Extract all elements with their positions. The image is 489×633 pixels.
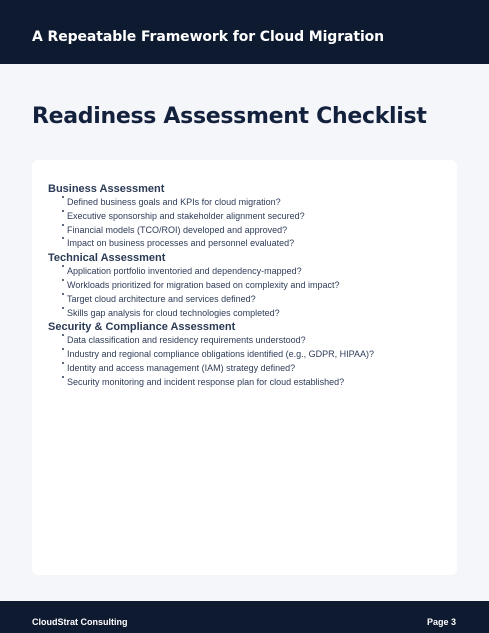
checklist-item-text: Industry and regional compliance obligations identified (e.g., GDPR, HIPAA)? xyxy=(67,349,374,360)
checklist-item-text: Security monitoring and incident response plan for cloud established? xyxy=(67,376,345,387)
page-number: Page 3 xyxy=(426,617,456,627)
section-business-assessment xyxy=(48,182,447,251)
checklist-item xyxy=(48,307,447,321)
bullet-icon xyxy=(62,210,64,212)
bullet-icon xyxy=(62,265,64,267)
checklist-item-text: Target cloud architecture and services defined? xyxy=(67,293,256,304)
checklist-item-text: Executive sponsorship and stakeholder alignment secured? xyxy=(67,210,305,221)
checklist-item xyxy=(48,210,447,224)
document-title: A Repeatable Framework for Cloud Migration xyxy=(32,29,385,45)
page-title: Readiness Assessment Checklist xyxy=(32,104,427,129)
bullet-icon xyxy=(62,376,64,378)
section-heading: Business Assessment xyxy=(48,183,165,195)
checklist-item xyxy=(48,293,447,307)
checklist-item xyxy=(48,196,447,210)
checklist-item xyxy=(48,362,447,376)
checklist-item-text: Data classification and residency requirements understood? xyxy=(67,335,306,346)
bullet-icon xyxy=(62,224,64,226)
bullet-icon xyxy=(62,293,64,295)
checklist-item-text: Defined business goals and KPIs for cloud migration? xyxy=(67,197,281,207)
checklist-card xyxy=(32,160,457,575)
checklist-item xyxy=(48,279,447,293)
section-heading: Technical Assessment xyxy=(48,252,166,265)
checklist-item-text: Application portfolio inventoried and dependency-mapped? xyxy=(67,266,302,277)
checklist-items xyxy=(48,196,447,251)
bullet-icon xyxy=(62,334,64,336)
section-technical-assessment xyxy=(48,251,447,320)
section-heading: Security & Compliance Assessment xyxy=(48,321,236,334)
checklist-item xyxy=(48,348,447,362)
footer-company: CloudStrat Consulting xyxy=(32,617,128,627)
checklist-items xyxy=(48,334,447,389)
bullet-icon xyxy=(62,196,64,198)
checklist-item xyxy=(48,237,447,251)
checklist-item-text: Workloads prioritized for migration based on complexity and impact? xyxy=(67,279,340,290)
header-bar xyxy=(0,0,489,64)
checklist-item xyxy=(48,334,447,348)
bullet-icon xyxy=(62,362,64,364)
bullet-icon xyxy=(62,348,64,350)
checklist-item-text: Financial models (TCO/ROI) developed and approved? xyxy=(67,224,288,235)
bullet-icon xyxy=(62,279,64,281)
checklist-sections xyxy=(48,182,447,390)
checklist-item xyxy=(48,224,447,238)
bullet-icon xyxy=(62,237,64,239)
checklist-item xyxy=(48,376,447,390)
checklist-items xyxy=(48,265,447,320)
checklist-item-text: Impact on business processes and personnel evaluated? xyxy=(67,238,295,249)
checklist-item-text: Skills gap analysis for cloud technologies completed? xyxy=(67,307,280,318)
bullet-icon xyxy=(62,307,64,309)
checklist-item xyxy=(48,265,447,279)
checklist-item-text: Identity and access management (IAM) strategy defined? xyxy=(67,362,296,373)
section-security-compliance-assessment xyxy=(48,320,447,389)
footer-bar xyxy=(0,601,489,633)
